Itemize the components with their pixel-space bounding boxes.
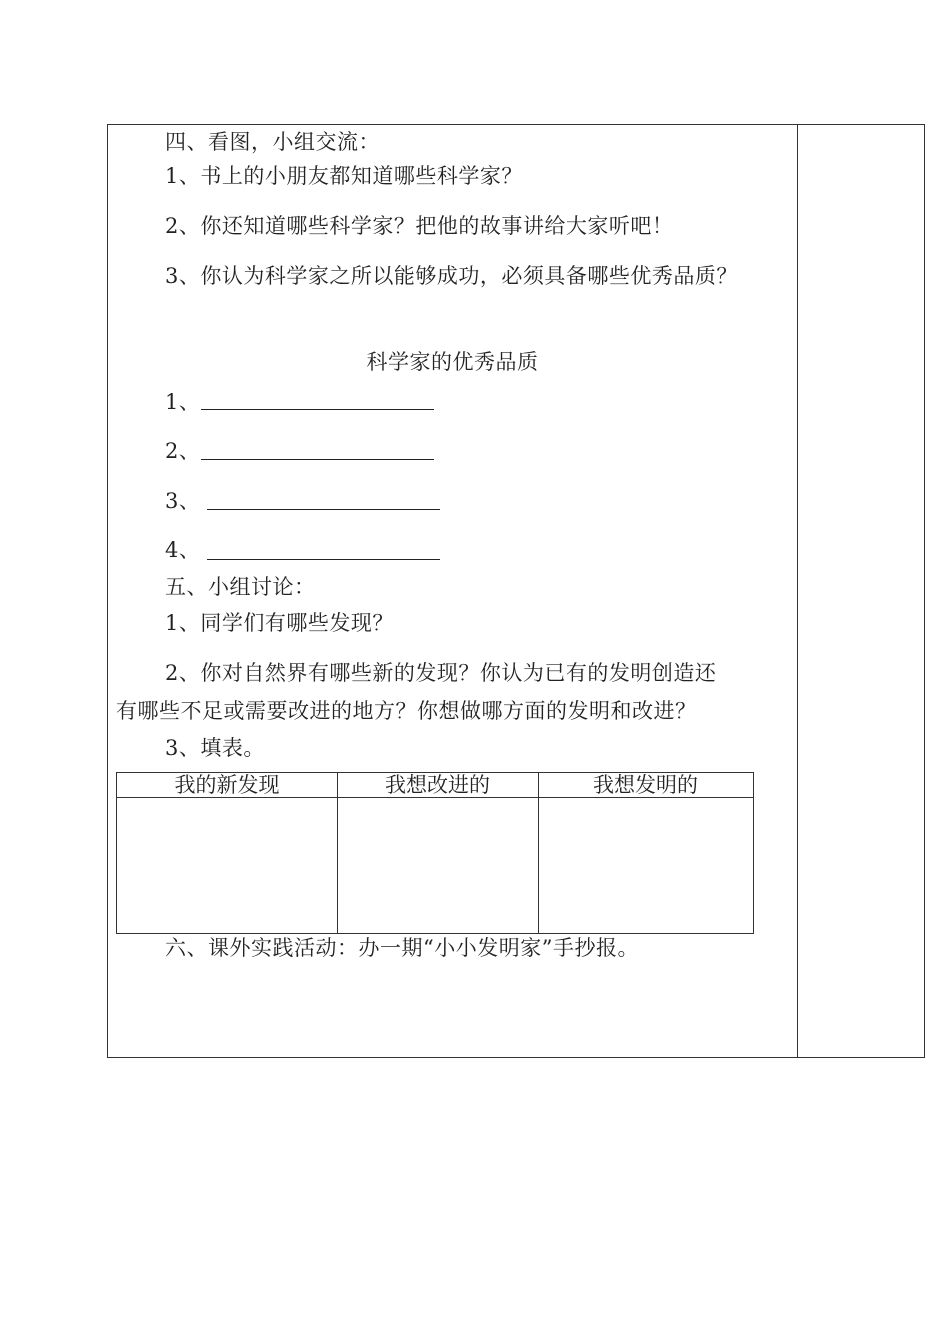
blank-line-1[interactable] xyxy=(201,409,434,410)
blank-label-1: 1、 xyxy=(165,390,201,414)
discovery-table xyxy=(116,772,754,934)
blank-line-2[interactable] xyxy=(201,459,434,460)
header-new-discovery: 我的新发现 xyxy=(174,773,280,797)
section4-question-1: 1、书上的小朋友都知道哪些科学家？ xyxy=(165,164,523,188)
section5-heading: 五、小组讨论： xyxy=(165,575,316,599)
blank-label-3: 3、 xyxy=(165,489,201,513)
lesson-plan-table xyxy=(107,124,925,1058)
qualities-subtitle: 科学家的优秀品质 xyxy=(366,350,539,374)
blank-line-3[interactable] xyxy=(207,509,440,510)
blank-label-4: 4、 xyxy=(165,538,201,562)
section4-heading: 四、看图，小组交流： xyxy=(165,130,380,154)
section5-question-2-line2: 有哪些不足或需要改进的地方？你想做哪方面的发明和改进？ xyxy=(116,699,697,723)
section4-question-2: 2、你还知道哪些科学家？把他的故事讲给大家听吧！ xyxy=(165,214,674,238)
header-want-to-improve: 我想改进的 xyxy=(385,773,490,797)
header-want-to-invent: 我想发明的 xyxy=(593,773,698,797)
blank-line-4[interactable] xyxy=(207,559,440,560)
section5-question-1: 1、同学们有哪些发现？ xyxy=(165,611,394,635)
blank-label-2: 2、 xyxy=(165,439,201,463)
section6-heading: 六、课外实践活动：办一期“小小发明家”手抄报。 xyxy=(165,936,639,960)
section4-question-3: 3、你认为科学家之所以能够成功，必须具备哪些优秀品质？ xyxy=(165,264,738,288)
section5-question-3: 3、填表。 xyxy=(165,736,265,760)
notes-column-divider xyxy=(797,125,798,1057)
section5-question-2-line1: 2、你对自然界有哪些新的发现？你认为已有的发明创造还 xyxy=(165,661,717,685)
